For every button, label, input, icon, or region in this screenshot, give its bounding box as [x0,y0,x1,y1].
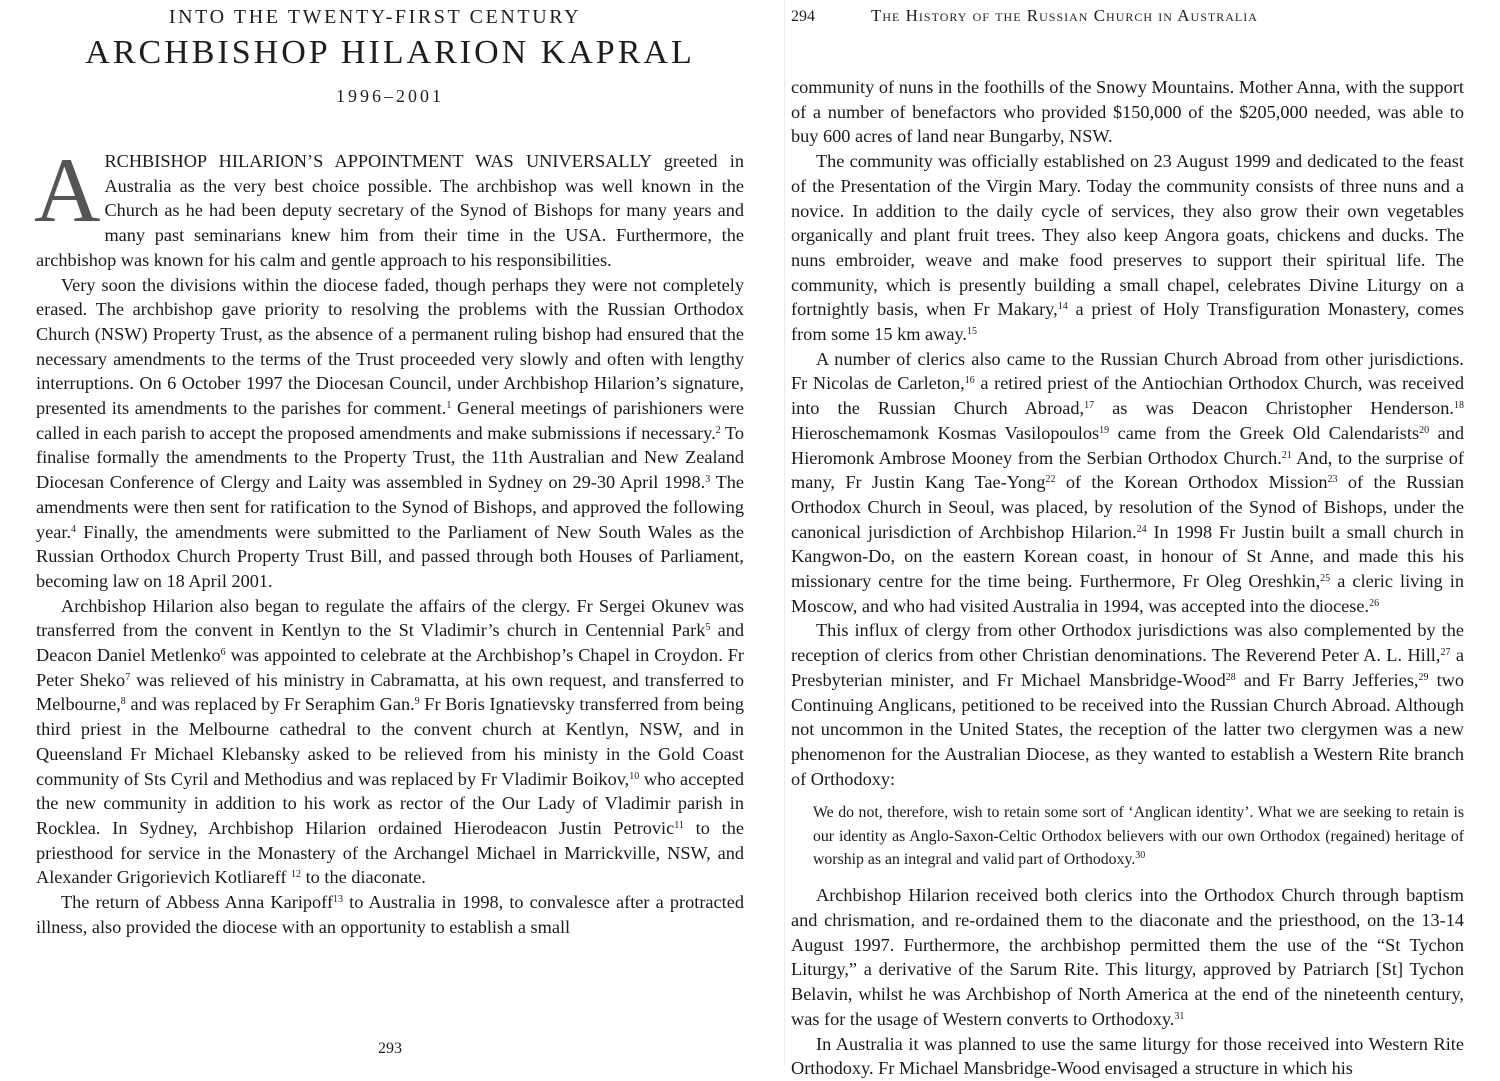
paragraph: community of nuns in the foothills of the Snowy Mountains. Mother Anna, with the support of a number of benefactors who provided $150,000 of the $205,000 needed, was able to buy 600 acres of land near Bungarby, NSW. [791,77,1464,147]
footnote-marker[interactable]: 20 [1419,424,1430,436]
drop-cap: A [34,139,101,241]
footnote-marker[interactable]: 5 [705,622,711,634]
footnote-marker[interactable]: 4 [71,523,77,535]
paragraph: The community was officially established on 23 August 1999 and dedicated to the feast of the Presentation of the Virgin Mary. Today the community consists of three nuns and a novice. In addition to the daily cycle of services, they also grow their own vegetables organically and plant fruit trees. They also keep Angora goats, chickens and ducks. The nuns embroider, weave and make food preserves to support their spiritual life. The community, which is presently building a small chapel, celebrates Divine Liturgy on a fortnightly basis, when Fr Makary,$^{14}$ a priest of Holy Transfiguration Monastery, comes from some 15 km away.$^{15}$ [791,151,1464,345]
footnote-marker[interactable]: 31 [1174,1010,1185,1022]
footnote-marker[interactable]: 14 [1057,301,1068,313]
paragraph: Very soon the divisions within the diocese faded, though perhaps they were not completely erased. The archbishop gave priority to resolving the problems with the Russian Orthodox Church (NSW) Property Trust, as the absence of a permanent ruling bishop had ensured that the necessary amendments to the terms of the Trust proceeded very slowly and often with lengthy interruptions. On 6 October 1997 the Diocesan Council, under Archbishop Hilarion’s signature, presented its amendments to the parishes for comment.$^1$ General meetings of parishioners were called in each parish to accept the proposed amendments and make submissions if necessary.$^2$ To finalise formally the amendments to the Property Trust, the 11th Australian and New Zealand Diocesan Conference of Clergy and Laity was assembled in Sydney on 29-30 April 1998.$^3$ The amendments were then sent for ratification to the Synod of Bishops, and approved the following year.$^4$ Finally, the amendments were submitted to the Parliament of New South Wales as the Russian Orthodox Church Property Trust Bill, and passed through both Houses of Parliament, becoming law on 18 April 2001. [36,274,744,591]
footnote-marker[interactable]: 6 [220,647,226,659]
footnote-marker[interactable]: 10 [629,770,640,782]
running-head [791,6,1491,26]
footnote-marker[interactable]: 28 [1225,671,1236,683]
footnote-marker[interactable]: 2 [715,424,721,436]
right-body-text [791,75,1464,1081]
footnote-marker[interactable]: 24 [1136,523,1147,535]
chapter-title: ARCHBISHOP HILARION KAPRAL [85,34,695,71]
footnote-marker[interactable]: 11 [674,819,684,831]
footnote-marker[interactable]: 8 [120,696,126,708]
footnote-marker[interactable]: 18 [1454,400,1465,412]
footnote-marker[interactable]: 17 [1084,400,1095,412]
footnote-marker[interactable]: 9 [414,696,420,708]
footnote-marker[interactable]: 25 [1320,573,1331,585]
page-number-left: 293 [378,1040,402,1057]
footnote-marker[interactable]: 26 [1369,597,1380,609]
paragraph: Archbishop Hilarion received both clerics into the Orthodox Church through baptism and chrismation, and re-ordained them to the diaconate and the priesthood, on the 13-14 August 1997. Furthermore, the archbishop permitted them the use of the “St Tychon Liturgy,” a derivative of the Sarum Rite. This liturgy, approved by Patriarch [St] Tychon Belavin, whilst he was Archbishop of North America at the end of the nineteenth century, was for the usage of Western converts to Orthodoxy.$^{31}$ [791,885,1464,1029]
footnote-marker[interactable]: 7 [125,671,131,683]
paragraph: In Australia it was planned to use the same liturgy for those received into Western Rite Orthodoxy. Fr Michael Mansbridge-Wood envisaged a structure in which his [791,1033,1464,1079]
page-number-right: 294 [791,8,815,25]
paragraph: This influx of clergy from other Orthodox jurisdictions was also complemented by the reception of clerics from other Christian denominations. The Reverend Peter A. L. Hill,$^{27}$ a Presbyterian minister, and Fr Michael Mansbridge-Wood$^{28}$ and Fr Barry Jefferies,$^{29}$ two Continuing Anglicans, petitioned to be received into the Russian Church Abroad. Although not uncommon in the United States, the reception of the latter two clergymen was a new phenomenon for the Australian Diocese, as they wanted to establish a Western Rite branch of Orthodoxy: [791,620,1464,789]
footnote-marker[interactable]: 27 [1440,647,1451,659]
paragraph: A number of clerics also came to the Russian Church Abroad from other jurisdictions. Fr Nicolas de Carleton,$^{16}$ a retired priest of the Antiochian Orthodox Church, was received into the Russian Church Abroad,$^{17}$ as was Deacon Christopher Henderson.$^{18}$ Hieroschemamonk Kosmas Vasilopoulos$^{19}$ came from the Greek Old Calendarists$^{20}$ and Hieromonk Ambrose Mooney from the Serbian Orthodox Church.$^{21}$ And, to the surprise of many, Fr Justin Kang Tae-Yong$^{22}$ of the Korean Orthodox Mission$^{23}$ of the Russian Orthodox Church in Seoul, was placed, by resolution of the Synod of Bishops, under the canonical jurisdiction of Archbishop Hilarion.$^{24}$ In 1998 Fr Justin built a small church in Kangwon-Do, on the eastern Korean coast, in honour of St Anne, and made this his missionary centre for the time being. Furthermore, Fr Oleg Oreshkin,$^{25}$ a cleric living in Moscow, and who had visited Australia in 1994, was accepted into the diocese.$^{26}$ [791,348,1465,616]
opening-lead: RCHBISHOP HILARION’S APPOINTMENT WAS UNIVERSALLY [104,151,652,171]
footnote-marker[interactable]: 29 [1418,671,1429,683]
footnote-marker[interactable]: 12 [291,869,301,881]
footnote-marker[interactable]: 3 [705,474,711,486]
footnote-marker[interactable]: 21 [1281,449,1292,461]
opening-paragraph [34,139,744,273]
block-quote: We do not, therefore, wish to retain some sort of ‘Anglican identity’. What we are seeking to retain is our identity as Anglo-Saxon-Celtic Orthodox believers with our own Orthodox (regained) heritage of worship as an integral and valid part of Orthodoxy.$^{30}$ [813,804,1464,868]
footnote-marker[interactable]: 23 [1327,474,1338,486]
footnote-marker[interactable]: 16 [964,375,975,387]
footnote-marker[interactable]: 30 [1135,849,1146,861]
opening-text: greeted in Australia as the very best choice possible. The archbishop was well known in the Church as he had been deputy secretary of the Synod of Bishops for many years and many past seminarians knew him from their time in the USA. Furthermore, the archbishop was known for his calm and gentle approach to his responsibilities. [36,151,744,270]
footnote-marker[interactable]: 13 [333,894,344,906]
footnote-marker[interactable]: 1 [446,400,452,412]
footnote-marker[interactable]: 19 [1099,424,1110,436]
paragraph: Archbishop Hilarion also began to regulate the affairs of the clergy. Fr Sergei Okunev was transferred from the convent in Kentlyn to the St Vladimir’s church in Centennial Park$^5$ and Deacon Daniel Metlenko$^6$ was appointed to celebrate at the Archbishop’s Chapel in Croydon. Fr Peter Sheko$^7$ was relieved of his ministry in Cabramatta, at his own request, and transferred to Melbourne,$^8$ and was replaced by Fr Seraphim Gan.$^9$ Fr Boris Ignatievsky transferred from being third priest in the Melbourne cathedral to the convent church at Kentlyn, NSW, and in Queensland Fr Michael Klebansky asked to be relieved from his ministy in the Gold Coast community of Sts Cyril and Methodius and was replaced by Fr Vladimir Boikov,$^{10}$ who accepted the new community in addition to his work as rector of the Our Lady of Vladimir parish in Rocklea. In Sydney, Archbishop Hilarion ordained Hierodeacon Justin Petrovic$^{11}$ to the priesthood for service in the Monastery of the Archangel Michael in Marrickville, NSW, and Alexander Grigorievich Kotliareff $^{12}$ to the diaconate. [36,595,745,888]
left-body-text [34,139,745,940]
footnote-marker[interactable]: 22 [1045,474,1056,486]
chapter-dates: 1996–2001 [336,86,444,106]
book-title: The History of the Russian Church in Australia [871,6,1258,25]
chapter-kicker: INTO THE TWENTY-FIRST CENTURY [168,6,582,28]
footnote-marker[interactable]: 15 [967,326,978,338]
paragraph: The return of Abbess Anna Karipoff$^{13}$ to Australia in 1998, to convalesce after a protracted illness, also provided the diocese with an opportunity to establish a small [36,892,744,937]
right-page [785,0,1500,1079]
